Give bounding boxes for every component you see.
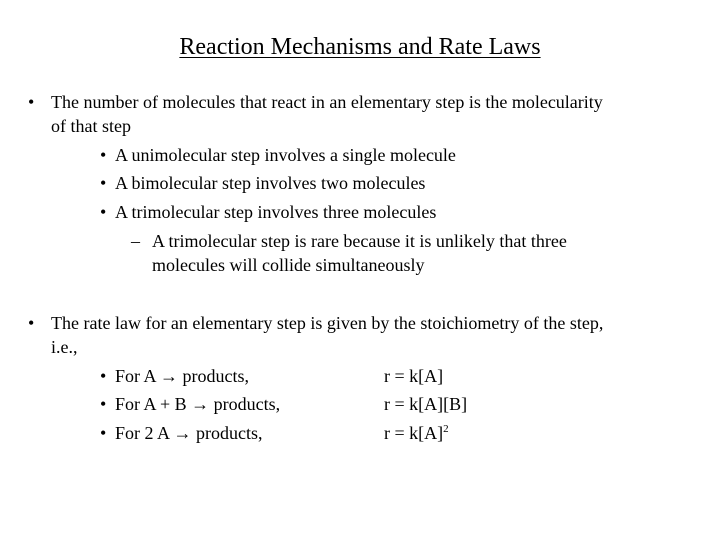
bullet-marker: • [28, 313, 35, 333]
rate-law-unimolecular [384, 364, 443, 388]
dash-marker: – [131, 231, 140, 251]
rate-law-text: r = k[A][B] [384, 394, 468, 414]
rate-law-exponent: 2 [443, 423, 449, 435]
reaction-label-second-order: For 2 A → products, [115, 423, 263, 443]
sub-bullet-unimolecular: A unimolecular step involves a single molecule [115, 145, 456, 165]
section2-line1: The rate law for an elementary step is given by the stoichiometry of the step, [51, 313, 604, 333]
section1-line2: of that step [51, 116, 131, 136]
bullet-marker: • [28, 92, 35, 112]
section1-line1: The number of molecules that react in an elementary step is the molecularity [51, 92, 603, 112]
rate-law-text: r = k[A] [384, 423, 444, 443]
section2-line2: i.e., [51, 337, 78, 357]
bullet-marker: • [100, 202, 107, 222]
bullet-marker: • [100, 423, 107, 443]
bullet-marker: • [100, 145, 107, 165]
bullet-marker: • [100, 366, 107, 386]
trimolecular-note-line1: A trimolecular step is rare because it is unlikely that three [152, 231, 567, 251]
page-title-text: Reaction Mechanisms and Rate Laws [179, 34, 541, 60]
bullet-marker: • [100, 394, 107, 414]
reaction-label-unimolecular: For A → products, [115, 366, 250, 386]
rate-law-bimolecular [384, 392, 467, 416]
sub-bullet-bimolecular: A bimolecular step involves two molecules [115, 173, 426, 193]
rate-law-second-order [384, 421, 449, 445]
rate-law-text: r = k[A] [384, 366, 444, 386]
trimolecular-note-line2: molecules will collide simultaneously [152, 255, 425, 275]
sub-bullet-trimolecular: A trimolecular step involves three molecules [115, 202, 437, 222]
bullet-marker: • [100, 173, 107, 193]
reaction-label-bimolecular: For A + B → products, [115, 394, 281, 414]
page-title [0, 32, 720, 62]
